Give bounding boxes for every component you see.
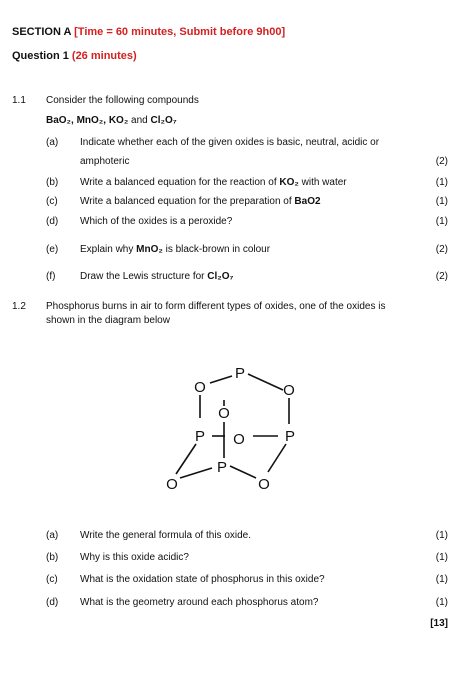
q12a-label: (a) xyxy=(46,530,59,541)
atom-o-center-top: O xyxy=(218,405,230,422)
q12-number: 1.2 xyxy=(12,301,26,312)
bond xyxy=(230,466,256,478)
q12a-text: Write the general formula of this oxide. xyxy=(80,530,252,541)
q12b-marks: (1) xyxy=(435,552,448,563)
q11c-text xyxy=(80,196,321,207)
q11c-label: (c) xyxy=(46,196,58,207)
atom-o-center: O xyxy=(233,431,245,448)
q12a-marks: (1) xyxy=(435,530,448,541)
q11a-text-line2: amphoteric xyxy=(80,156,130,167)
q11b-text-end: with water xyxy=(298,177,347,188)
comma: , xyxy=(103,115,109,126)
q11e-compound: MnO₂ xyxy=(136,244,163,255)
bond-lines xyxy=(176,374,289,478)
q11c-text-start: Write a balanced equation for the preparation of xyxy=(80,196,295,207)
q11f-text xyxy=(80,271,234,282)
q12d-text: What is the geometry around each phosphorus atom? xyxy=(80,597,319,608)
q11f-marks: (2) xyxy=(435,271,448,282)
atom-p-right: P xyxy=(284,428,296,445)
q11f-label: (f) xyxy=(46,271,56,282)
question-heading xyxy=(12,50,137,62)
q11f-text-start: Draw the Lewis structure for xyxy=(80,271,208,282)
q11e-label: (e) xyxy=(46,244,59,255)
atom-o-upper-left: O xyxy=(194,379,206,396)
question-title: Question 1 xyxy=(12,50,69,62)
q11-number: 1.1 xyxy=(12,95,26,106)
atom-p-bottom: P xyxy=(216,459,228,476)
question-total-marks: [13] xyxy=(430,618,448,629)
section-heading xyxy=(12,26,285,38)
bond xyxy=(248,374,283,390)
q11b-label: (b) xyxy=(46,177,59,188)
compound-mno2: MnO₂ xyxy=(76,115,104,126)
bond xyxy=(180,468,212,478)
q11-intro: Consider the following compounds xyxy=(46,95,199,106)
q12c-text: What is the oxidation state of phosphorus in this oxide? xyxy=(80,574,325,585)
q12d-label: (d) xyxy=(46,597,59,608)
bond xyxy=(268,444,286,472)
q11b-compound: KO₂ xyxy=(279,177,299,188)
compound-bao2: BaO₂ xyxy=(46,115,72,126)
bond xyxy=(176,444,196,474)
q11d-text: Which of the oxides is a peroxide? xyxy=(80,216,233,227)
q12-intro-line2: shown in the diagram below xyxy=(46,315,170,326)
bond xyxy=(210,376,232,383)
and-word: and xyxy=(128,115,151,126)
q11f-compound: Cl₂O₇ xyxy=(207,271,234,282)
atom-labels xyxy=(166,365,295,493)
atom-o-upper-right: O xyxy=(283,382,295,399)
atom-p-top: P xyxy=(234,365,246,382)
q11a-text-line1: Indicate whether each of the given oxides is basic, neutral, acidic or xyxy=(80,137,380,148)
q11d-marks: (1) xyxy=(435,216,448,227)
q12c-label: (c) xyxy=(46,574,58,585)
q11e-text-start: Explain why xyxy=(80,244,137,255)
atom-p-left: P xyxy=(194,428,206,445)
atom-o-lower-left: O xyxy=(166,476,178,493)
q11c-marks: (1) xyxy=(435,196,448,207)
q11-compounds xyxy=(46,115,177,126)
q12d-marks: (1) xyxy=(435,597,448,608)
p4o6-structure-diagram xyxy=(150,360,310,500)
q11a-label: (a) xyxy=(46,137,59,148)
q12c-marks: (1) xyxy=(435,574,448,585)
compound-cl2o7: Cl₂O₇ xyxy=(150,115,177,126)
q11b-text-start: Write a balanced equation for the reaction of xyxy=(80,177,280,188)
q11d-label: (d) xyxy=(46,216,59,227)
q12b-text: Why is this oxide acidic? xyxy=(80,552,189,563)
section-title: SECTION A xyxy=(12,26,72,38)
q11a-marks: (2) xyxy=(435,156,448,167)
q11e-marks: (2) xyxy=(435,244,448,255)
q12-intro-line1: Phosphorus burns in air to form different types of oxides, one of the oxides is xyxy=(46,301,386,312)
compound-ko2: KO₂ xyxy=(108,115,129,126)
q11e-text-end: is black-brown in colour xyxy=(162,244,271,255)
atom-o-lower-right: O xyxy=(258,476,270,493)
comma: , xyxy=(71,115,77,126)
q11c-compound: BaO2 xyxy=(294,196,321,207)
q11e-text xyxy=(80,244,270,255)
q11b-marks: (1) xyxy=(435,177,448,188)
section-time-note: [Time = 60 minutes, Submit before 9h00] xyxy=(74,26,286,38)
q12b-label: (b) xyxy=(46,552,59,563)
q11b-text xyxy=(80,177,347,188)
question-time-note: (26 minutes) xyxy=(71,50,137,62)
